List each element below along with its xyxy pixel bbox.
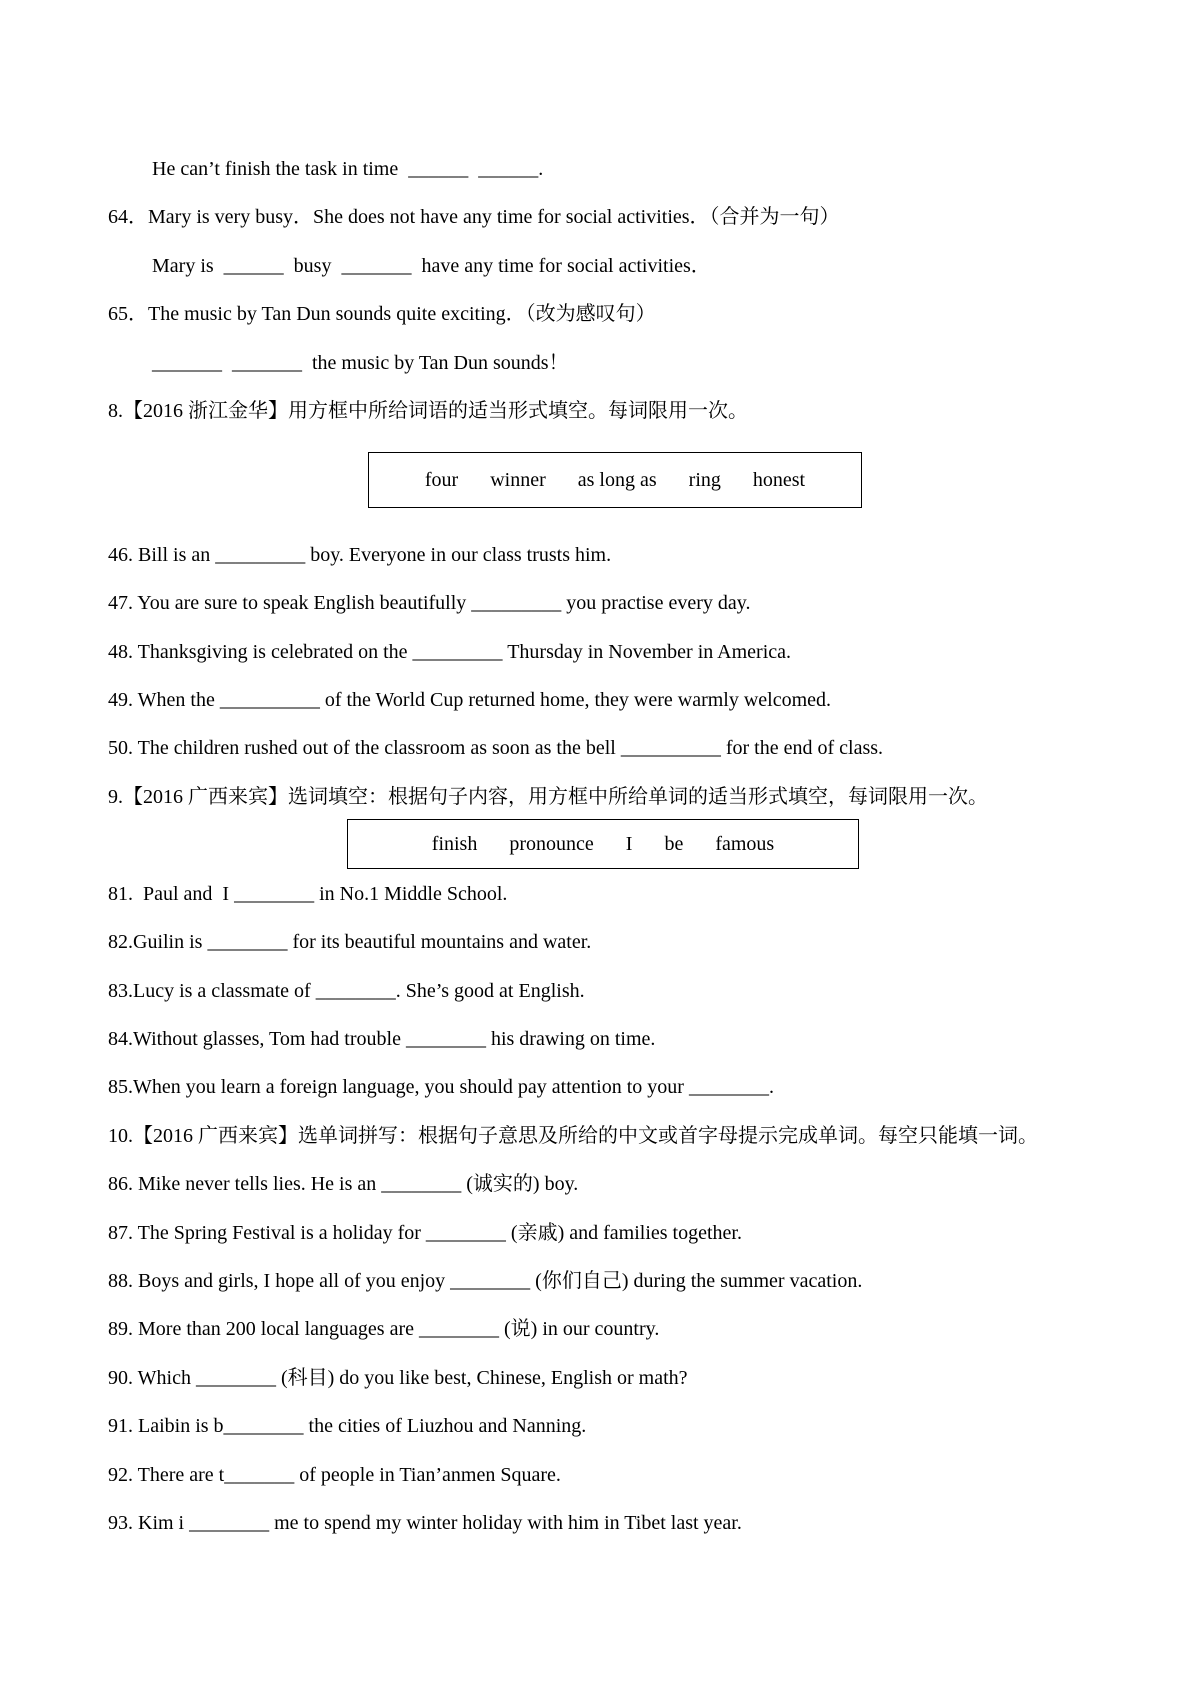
q89: 89. More than 200 local languages are ________ (说) in our country.: [108, 1318, 660, 1340]
word-box-item: honest: [752, 468, 806, 491]
word-box-item: I: [625, 832, 633, 855]
q50: 50. The children rushed out of the classroom as soon as the bell __________ for the end of class.: [108, 737, 884, 759]
q64-answer-line: Mary is ______ busy _______ have any time for social activities．: [152, 255, 711, 277]
section-9-heading: 9.【2016 广西来宾】选词填空：根据句子内容，用方框中所给单词的适当形式填空，每词限用一次。: [108, 786, 988, 808]
q92: 92. There are t_______ of people in Tian’anmen Square.: [108, 1464, 561, 1486]
q49: 49. When the __________ of the World Cup returned home, they were warmly welcomed.: [108, 689, 832, 711]
word-box-item: four: [424, 468, 459, 491]
word-box-item: winner: [490, 468, 546, 491]
section-8-heading: 8.【2016 浙江金华】用方框中所给词语的适当形式填空。每词限用一次。: [108, 400, 748, 422]
q65-prompt: 65．The music by Tan Dun sounds quite exciting．（改为感叹句）: [108, 303, 656, 325]
word-box-item: as long as: [577, 468, 657, 491]
q82: 82.Guilin is ________ for its beautiful mountains and water.: [108, 931, 592, 953]
q86: 86. Mike never tells lies. He is an ________ (诚实的) boy.: [108, 1173, 579, 1195]
q93: 93. Kim i ________ me to spend my winter holiday with him in Tibet last year.: [108, 1512, 742, 1534]
word-box-item: pronounce: [509, 832, 594, 855]
word-box-section-8: [368, 452, 862, 508]
q90: 90. Which ________ (科目) do you like best, Chinese, English or math?: [108, 1367, 688, 1389]
q88: 88. Boys and girls, I hope all of you enjoy ________ (你们自己) during the summer vacation.: [108, 1270, 863, 1292]
q63-answer-line: He can’t finish the task in time ______ ______.: [152, 158, 544, 180]
q85: 85.When you learn a foreign language, you should pay attention to your ________.: [108, 1076, 774, 1098]
section-10-heading: 10.【2016 广西来宾】选单词拼写：根据句子意思及所给的中文或首字母提示完成单词。每空只能填一词。: [108, 1125, 1038, 1147]
q84: 84.Without glasses, Tom had trouble ________ his drawing on time.: [108, 1028, 656, 1050]
word-box-item: be: [664, 832, 684, 855]
word-box-section-9: [347, 819, 859, 869]
q48: 48. Thanksgiving is celebrated on the _________ Thursday in November in America.: [108, 641, 792, 663]
q81: 81. Paul and I ________ in No.1 Middle School.: [108, 883, 508, 905]
q46: 46. Bill is an _________ boy. Everyone in our class trusts him.: [108, 544, 612, 566]
q65-answer-line: _______ _______ the music by Tan Dun sounds！: [152, 352, 569, 374]
word-box-item: finish: [431, 832, 478, 855]
q64-prompt: 64．Mary is very busy．She does not have any time for social activities．（合并为一句）: [108, 206, 840, 228]
q91: 91. Laibin is b________ the cities of Liuzhou and Nanning.: [108, 1415, 587, 1437]
q83: 83.Lucy is a classmate of ________. She’s good at English.: [108, 980, 585, 1002]
word-box-item: ring: [688, 468, 721, 491]
q47: 47. You are sure to speak English beautifully _________ you practise every day.: [108, 592, 751, 614]
q87: 87. The Spring Festival is a holiday for ________ (亲戚) and families together.: [108, 1222, 742, 1244]
word-box-item: famous: [715, 832, 775, 855]
